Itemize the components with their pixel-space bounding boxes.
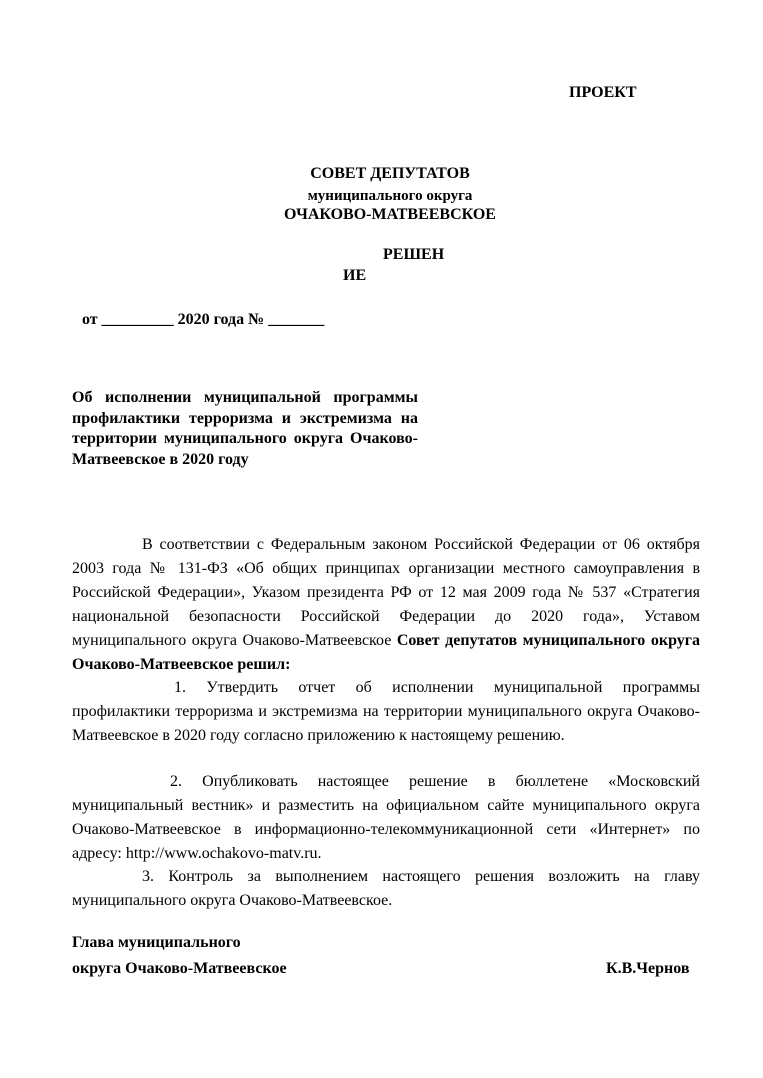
signature-name: К.В.Чернов: [606, 960, 690, 977]
council-title: СОВЕТ ДЕПУТАТОВ: [310, 165, 470, 182]
council-name: ОЧАКОВО-МАТВЕЕВСКОЕ: [284, 206, 496, 223]
date-number-line: от _________ 2020 года № _______: [82, 311, 325, 328]
document-subject: Об исполнении муниципальной программы профилактики терроризма и экстремизма на территории муниципального округа Очаково-Матвеевское в 2020 году: [72, 389, 418, 468]
preamble-paragraph: [72, 533, 700, 677]
draft-label: ПРОЕКТ: [569, 84, 637, 101]
signature-title-line2: округа Очаково-Матвеевское: [72, 960, 287, 977]
preamble-resolution: Совет депутатов муниципального округа Очаково-Матвеевское решил:: [72, 632, 701, 673]
council-subtitle: муниципального округа: [307, 188, 473, 204]
item-2-paragraph: 2. Опубликовать настоящее решение в бюллетене «Московский муниципальный вестник» и разместить на официальном сайте муниципального округа Очаково-Матвеевское в информационно-телекоммуникационной сети «Интернет» по адресу: http://www.ochakovo-matv.ru.: [72, 773, 700, 862]
item-1-paragraph: 1. Утвердить отчет об исполнении муниципальной программы профилактики терроризма и экстремизма на территории муниципального округа Очаково-Матвеевское в 2020 году согласно приложению к настоящему решению.: [72, 679, 700, 744]
decision-title-part1: РЕШЕН: [383, 246, 445, 263]
preamble-text: В соответствии с Федеральным законом Российской Федерации от 06 октября 2003 года № 131-ФЗ «Об общих принципах организации местного самоуправления в Российской Федерации», Указом президента РФ от 12 мая 2009 года № 537 «Стратегия национальной безопасности Российской Федерации до 2020 года», Уставом муниципального округа Очаково-Матвеевское: [72, 536, 700, 649]
decision-title-part2: ИЕ: [343, 267, 367, 284]
signature-title-line1: Глава муниципального: [72, 934, 241, 951]
item-3-paragraph: 3. Контроль за выполнением настоящего решения возложить на главу муниципального округа Очаково-Матвеевское.: [72, 868, 700, 909]
